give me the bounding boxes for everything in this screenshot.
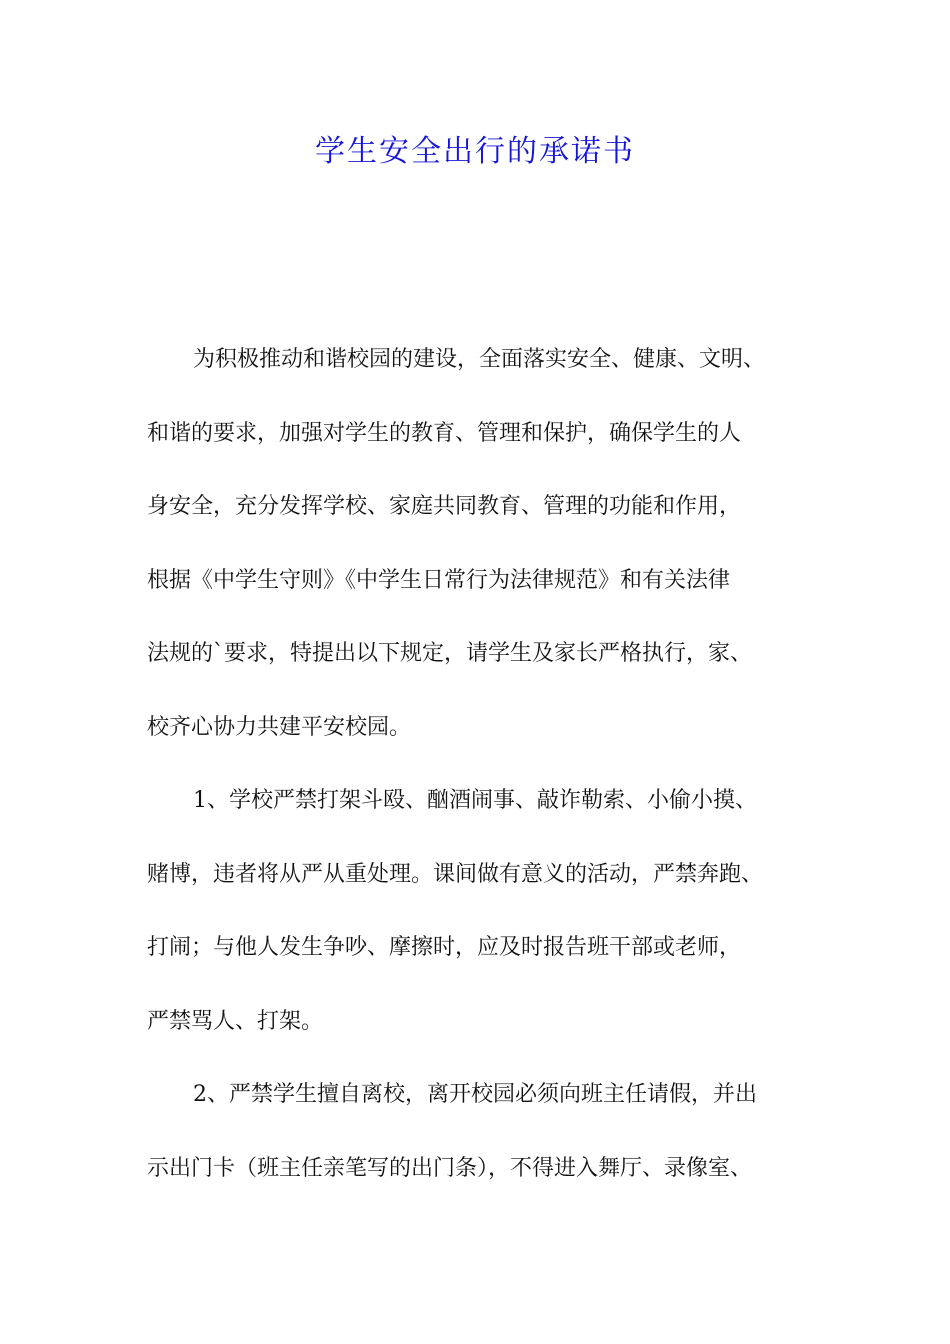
paragraph-line: 打闹；与他人发生争吵、摩擦时，应及时报告班干部或老师，	[147, 935, 742, 960]
document-body	[147, 336, 827, 1218]
document-title: 学生安全出行的承诺书	[315, 134, 635, 169]
paragraph-line: 和谐的要求，加强对学生的教育、管理和保护，确保学生的人	[147, 420, 742, 446]
paragraph-line: 为积极推动和谐校园的建设，全面落实安全、健康、文明、	[193, 347, 766, 372]
paragraph-line: 法规的`要求，特提出以下规定，请学生及家长严格执行，家、	[147, 641, 753, 666]
paragraph-line: 1、学校严禁打架斗殴、酗酒闹事、敲诈勒索、小偷小摸、	[193, 788, 757, 813]
paragraph-line: 示出门卡（班主任亲笔写的出门条），不得进入舞厅、录像室、	[147, 1155, 753, 1181]
paragraph-line: 严禁骂人、打架。	[147, 1008, 324, 1034]
paragraph-line: 校齐心协力共建平安校园。	[147, 714, 412, 740]
paragraph-line: 根据《中学生守则》《中学生日常行为法律规范》和有关法律	[147, 567, 731, 593]
paragraph-line: 2、严禁学生擅自离校，离开校园必须向班主任请假，并出	[193, 1082, 757, 1107]
paragraph-line: 赌博，违者将从严从重处理。课间做有意义的活动，严禁奔跑、	[147, 861, 764, 887]
paragraph-line: 身安全，充分发挥学校、家庭共同教育、管理的功能和作用，	[147, 494, 742, 519]
